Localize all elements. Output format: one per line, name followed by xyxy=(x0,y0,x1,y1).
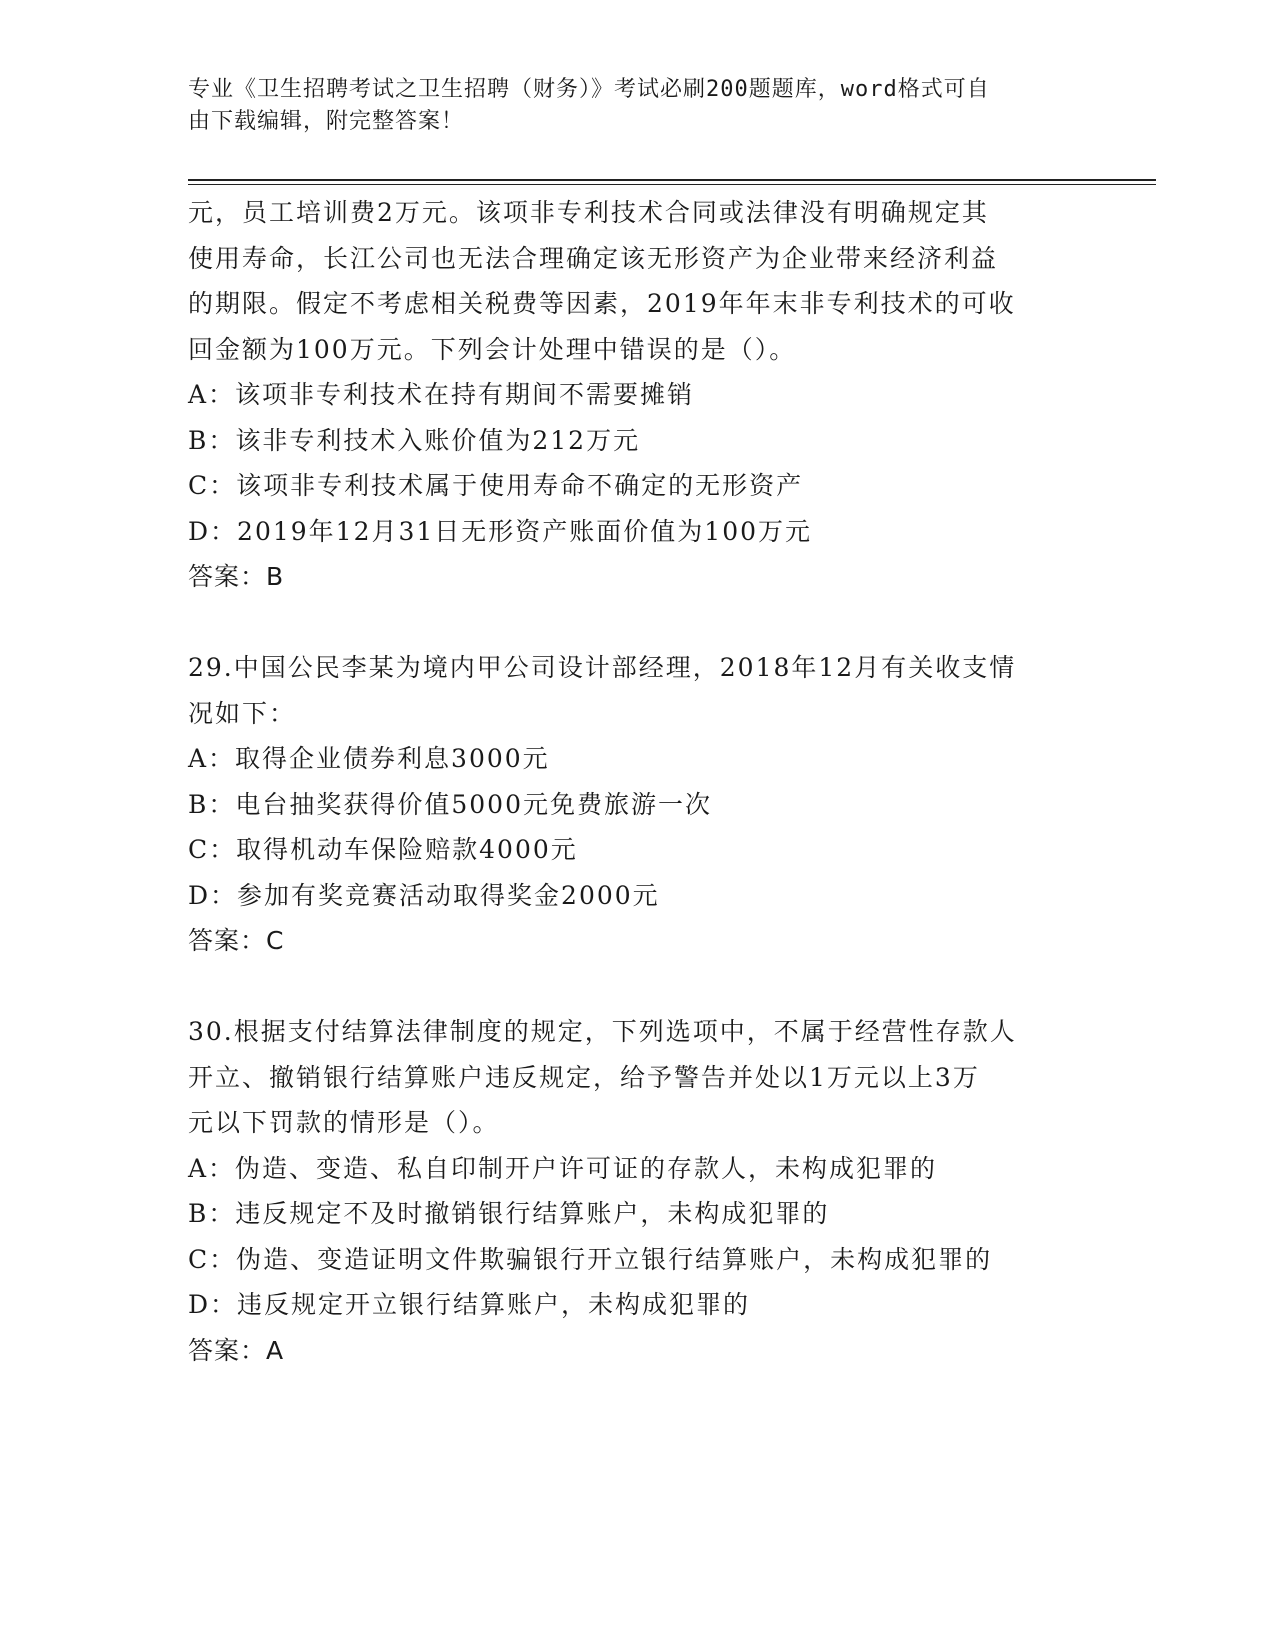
question-stem-line: 的期限。假定不考虑相关税费等因素，2019年年末非专利技术的可收 xyxy=(188,289,1016,318)
question-list xyxy=(188,190,1088,1373)
question-28 xyxy=(188,190,1088,600)
spacer xyxy=(188,600,1088,646)
header-divider xyxy=(188,179,1156,187)
option-d: D：2019年12月31日无形资产账面价值为100万元 xyxy=(188,516,813,546)
question-stem-line: 回金额为100万元。下列会计处理中错误的是（）。 xyxy=(188,334,797,364)
header-title-line-2: 由下载编辑，附完整答案！ xyxy=(188,109,465,134)
answer-label: 答案：B xyxy=(188,562,285,591)
question-29 xyxy=(188,645,1088,964)
header-title-line-1: 专业《卫生招聘考试之卫生招聘（财务）》考试必刷200题题库，word格式可自 xyxy=(188,77,990,102)
option-d: D：违反规定开立银行结算账户，未构成犯罪的 xyxy=(188,1290,751,1319)
answer-label: 答案：C xyxy=(188,926,285,955)
option-a: A：该项非专利技术在持有期间不需要摊销 xyxy=(188,380,695,409)
option-b: B：违反规定不及时撤销银行结算账户，未构成犯罪的 xyxy=(188,1199,830,1228)
spacer xyxy=(188,964,1088,1010)
option-c: C：取得机动车保险赔款4000元 xyxy=(188,835,578,864)
document-header xyxy=(188,74,1068,138)
question-stem-line: 30.根据支付结算法律制度的规定，下列选项中，不属于经营性存款人 xyxy=(188,1017,1017,1046)
option-a: A：取得企业债券利息3000元 xyxy=(188,744,550,773)
question-stem-line: 元以下罚款的情形是（）。 xyxy=(188,1108,500,1137)
question-stem-line: 元，员工培训费2万元。该项非专利技术合同或法律没有明确规定其 xyxy=(188,198,989,227)
option-c: C：该项非专利技术属于使用寿命不确定的无形资产 xyxy=(188,471,804,500)
option-c: C：伪造、变造证明文件欺骗银行开立银行结算账户，未构成犯罪的 xyxy=(188,1244,993,1274)
option-b: B：该非专利技术入账价值为212万元 xyxy=(188,425,641,455)
question-stem-line: 29.中国公民李某为境内甲公司设计部经理，2018年12月有关收支情 xyxy=(188,653,1017,682)
question-30 xyxy=(188,1009,1088,1373)
answer-label: 答案：A xyxy=(188,1335,285,1365)
question-stem-line: 开立、撤销银行结算账户违反规定，给予警告并处以1万元以上3万 xyxy=(188,1062,980,1092)
question-stem-line: 使用寿命，长江公司也无法合理确定该无形资产为企业带来经济利益 xyxy=(188,243,999,273)
option-a: A：伪造、变造、私自印制开户许可证的存款人，未构成犯罪的 xyxy=(188,1153,938,1183)
option-d: D：参加有奖竞赛活动取得奖金2000元 xyxy=(188,880,660,910)
option-b: B：电台抽奖获得价值5000元免费旅游一次 xyxy=(188,789,712,819)
question-stem-line: 况如下： xyxy=(188,698,297,728)
